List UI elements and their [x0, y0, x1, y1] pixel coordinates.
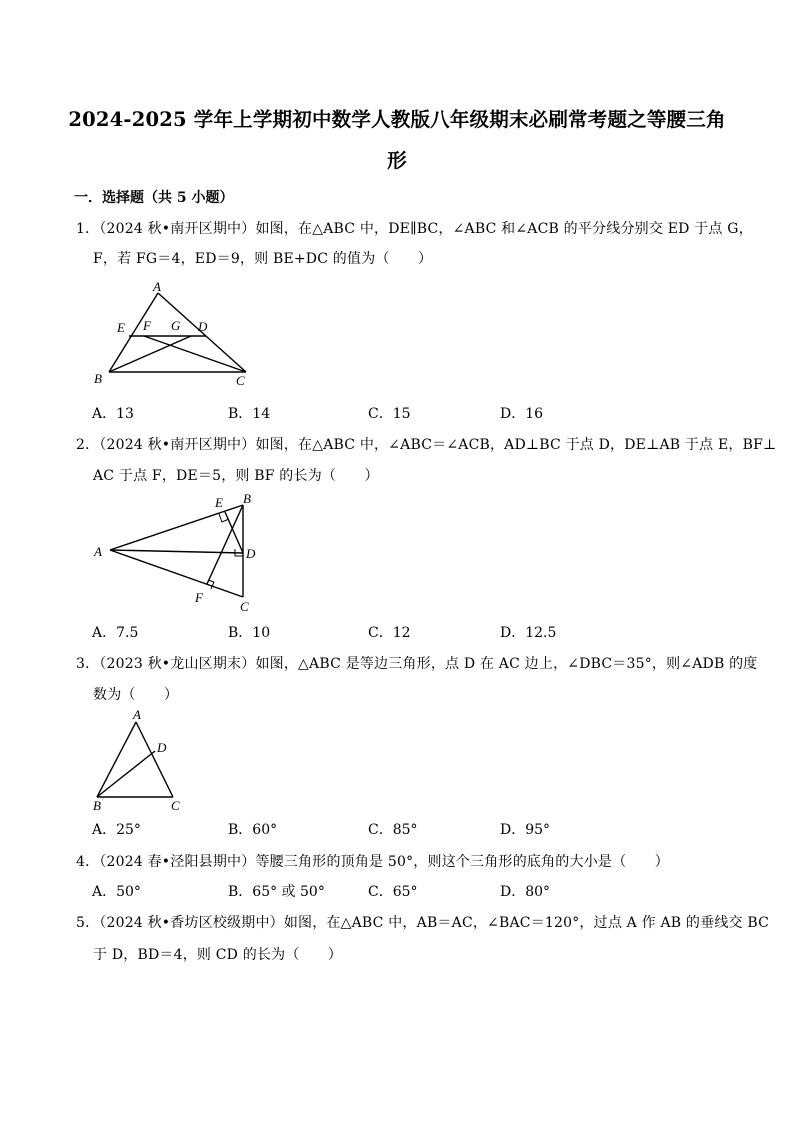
q2-label-d: D — [246, 546, 256, 561]
question-3-option-d: D．95° — [500, 822, 551, 838]
question-3-option-c: C．85° — [368, 822, 418, 838]
question-3-option-a: A．25° — [92, 822, 141, 838]
question-2-text-line-2: AC 于点 F，DE＝5，则 BF 的长为（ ） — [93, 468, 379, 484]
question-2-option-a: A．7.5 — [92, 625, 139, 641]
question-5-text-line-1: 5．（2024 秋•香坊区校级期中）如图，在△ABC 中，AB＝AC，∠BAC＝120°，过点 A 作 AB 的垂线交 BC — [76, 915, 770, 931]
q3-label-c: C — [171, 798, 180, 813]
question-2-option-d: D．12.5 — [500, 625, 557, 641]
question-3-text-line-2: 数为（ ） — [93, 687, 179, 703]
question-3-option-b: B．60° — [228, 822, 278, 838]
q1-label-f: F — [143, 318, 151, 333]
question-1-text-line-1: 1．（2024 秋•南开区期中）如图，在△ABC 中，DE∥BC，∠ABC 和∠ACB 的平分线分别交 ED 于点 G， — [76, 221, 753, 237]
q1-label-c: C — [236, 373, 245, 388]
question-5-text-line-2: 于 D，BD＝4，则 CD 的长为（ ） — [93, 947, 343, 963]
document-title-line-1: 2024-2025 学年上学期初中数学人教版八年级期末必刷常考题之等腰三角 — [68, 108, 726, 131]
question-1-text-line-2: F，若 FG＝4，ED＝9，则 BE+DC 的值为（ ） — [93, 251, 433, 267]
question-4-option-c: C．65° — [368, 884, 418, 900]
q1-label-a: A — [153, 279, 161, 294]
q1-label-e: E — [117, 320, 125, 335]
q1-label-d: D — [198, 319, 208, 334]
question-4-option-b: B．65° 或 50° — [228, 884, 325, 900]
q2-label-a: A — [94, 544, 102, 559]
q3-label-d: D — [157, 740, 167, 755]
question-4-option-d: D．80° — [500, 884, 551, 900]
question-2-option-c: C．12 — [368, 625, 411, 641]
q3-label-b: B — [93, 798, 101, 813]
q2-label-e: E — [215, 495, 223, 510]
question-2-text-line-1: 2．（2024 秋•南开区期中）如图，在△ABC 中，∠ABC＝∠ACB，AD⊥BC 于点 D，DE⊥AB 于点 E，BF⊥ — [76, 437, 777, 453]
q2-label-c: C — [240, 599, 249, 614]
q2-label-f: F — [195, 590, 203, 605]
question-1-option-c: C．15 — [368, 406, 411, 422]
q1-label-g: G — [171, 318, 181, 333]
q3-label-a: A — [133, 707, 141, 722]
question-4-text-line-1: 4．（2024 春•泾阳县期中）等腰三角形的顶角是 50°，则这个三角形的底角的大小是（ ） — [76, 854, 669, 870]
question-1-option-a: A．13 — [92, 406, 134, 422]
q2-label-b: B — [243, 491, 251, 506]
document-title-line-2: 形 — [387, 149, 407, 172]
question-4-option-a: A．50° — [92, 884, 141, 900]
question-3-text-line-1: 3．（2023 秋•龙山区期末）如图，△ABC 是等边三角形，点 D 在 AC 边上，∠DBC＝35°，则∠ADB 的度 — [76, 656, 758, 672]
question-1-option-d: D．16 — [500, 406, 544, 422]
question-1-option-b: B．14 — [228, 406, 271, 422]
question-2-option-b: B．10 — [228, 625, 271, 641]
section-heading: 一．选择题（共 5 小题） — [74, 190, 234, 206]
q1-label-b: B — [94, 371, 102, 386]
